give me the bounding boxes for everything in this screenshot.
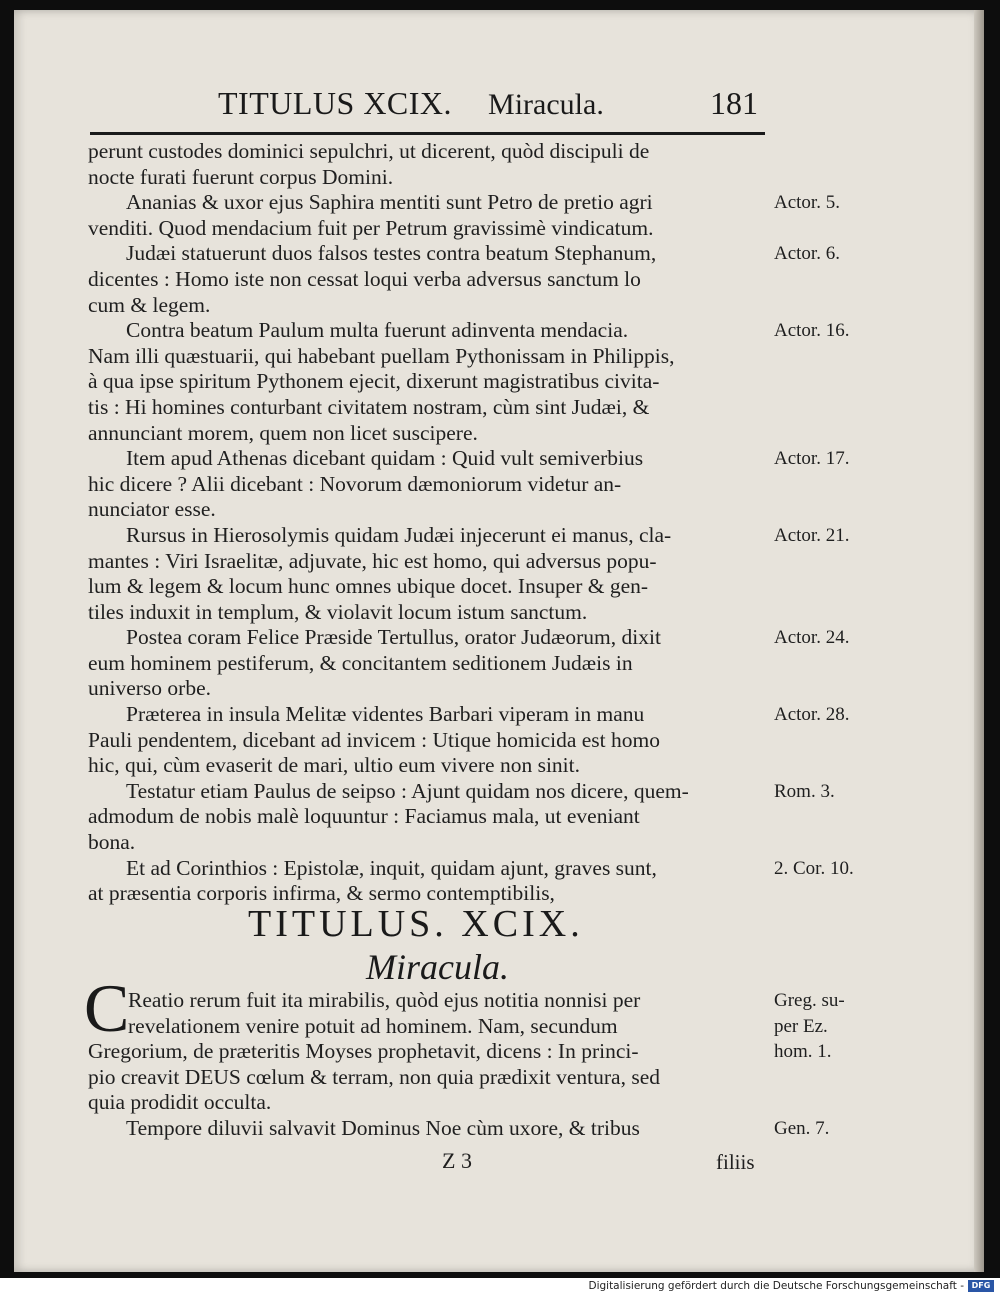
drop-cap: C [84,970,130,1046]
margin-reference: hom. 1. [774,1041,832,1063]
text-line [88,318,850,344]
line-text: Rursus in Hierosolymis quidam Judæi injecerunt ei manus, cla- [126,522,672,547]
margin-reference: Actor. 5. [774,192,840,214]
text-line [88,574,768,600]
line-text: admodum de nobis malè loquuntur : Faciamus mala, ut eveniant [88,804,640,829]
dfg-logo: DFG [968,1280,994,1292]
text-line [88,1013,828,1040]
section-title: TITULUS. XCIX. [248,903,584,945]
running-subtitle: Miracula. [488,88,604,121]
line-text: Contra beatum Paulum multa fuerunt adinventa mendacia. [126,318,629,343]
line-text: hic, qui, cùm evaserit de mari, ultio eum vivere non sinit. [88,753,580,778]
line-text: eum hominem pestiferum, & concitantem seditionem Judæis in [88,650,633,675]
line-text: hic dicere ? Alii dicebant : Novorum dæmoniorum videtur an- [88,471,622,496]
text-line [88,702,850,728]
section-subtitle: Miracula. [366,947,509,987]
text-line [88,446,850,472]
text-line [88,651,768,677]
text-line [88,600,768,626]
line-text: nocte furati fuerunt corpus Domini. [88,164,394,189]
line-text: Pauli pendentem, dicebant ad invicem : Utique homicida est homo [88,727,660,752]
text-line [88,472,768,498]
line-text: mantes : Viri Israelitæ, adjuvate, hic est homo, qui adversus popu- [88,548,657,573]
line-text: quia prodidit occulta. [88,1090,272,1115]
text-line [88,625,850,651]
text-line [88,344,768,370]
text-line [88,165,768,191]
margin-reference: Gen. 7. [774,1117,830,1139]
text-line [88,753,768,779]
line-text: revelationem venire potuit ad hominem. Nam, secundum [128,1013,618,1038]
text-line [88,369,768,395]
catchword: filiis [716,1150,755,1174]
line-text: annunciant morem, quem non licet suscipere. [88,420,478,445]
line-text: pio creavit DEUS cœlum & terram, non quia prædixit ventura, sed [88,1064,661,1089]
text-line [88,139,768,165]
text-line [88,293,768,319]
line-text: nunciator esse. [88,497,216,522]
signature-mark: Z 3 [442,1148,472,1173]
line-text: à qua ipse spiritum Pythonem ejecit, dixerunt magistratibus civita- [88,369,660,394]
line-text: Gregorium, de præteritis Moyses prophetavit, dicens : In princi- [88,1039,639,1064]
line-text: tiles induxit in templum, & violavit locum istum sanctum. [88,599,588,624]
line-text: Judæi statuerunt duos falsos testes contra beatum Stephanum, [126,241,657,266]
line-text: Et ad Corinthios : Epistolæ, inquit, quidam ajunt, graves sunt, [126,855,657,880]
margin-reference: 2. Cor. 10. [774,857,854,879]
line-text: venditi. Quod mendacium fuit per Petrum gravissimè vindicatum. [88,215,654,240]
margin-reference: Actor. 17. [774,448,850,470]
margin-reference: Actor. 24. [774,627,850,649]
text-line [88,522,850,549]
margin-reference: Rom. 3. [774,780,835,802]
text-line [88,497,768,523]
line-text: dicentes : Homo iste non cessat loqui verba adversus sanctum lo [88,266,641,291]
text-line [88,267,768,293]
line-text: Nam illi quæstuarii, qui habebant puellam Pythonissam in Philippis, [88,343,675,368]
text-line [88,830,768,856]
text-line [88,676,768,702]
text-line [88,728,768,754]
text-line [88,1090,768,1116]
text-line [88,804,768,830]
header-rule [90,132,765,135]
line-text: Ananias & uxor ejus Saphira mentiti sunt Petro de pretio agri [126,190,653,215]
footer-credit [588,1280,994,1292]
margin-reference: Actor. 28. [774,704,850,726]
margin-reference: Actor. 6. [774,243,840,265]
line-text: Præterea in insula Melitæ videntes Barbari viperam in manu [126,702,645,727]
margin-reference: Greg. su- [774,990,845,1011]
text-line [88,1115,830,1142]
line-text: Tempore diluvii salvavit Dominus Noe cùm uxore, & tribus [126,1115,640,1140]
text-line [88,190,840,216]
page-edge [974,10,984,1272]
line-text: Item apud Athenas dicebant quidam : Quid vult semiverbius [126,446,644,471]
section-text [88,988,845,1142]
line-text: Postea coram Felice Præside Tertullus, orator Judæorum, dixit [126,625,661,650]
running-header [218,85,758,122]
line-text: Testatur etiam Paulus de seipso : Ajunt quidam nos dicere, quem- [126,778,689,803]
page-number: 181 [710,85,758,121]
text-line [88,549,768,575]
footer-text: Digitalisierung gefördert durch die Deutsche Forschungsgemeinschaft - [588,1280,964,1292]
main-text [88,139,854,907]
line-text: tis : Hi homines conturbant civitatem nostram, cùm sint Judæi, & [88,394,650,419]
line-text: lum & legem & locum hunc omnes ubique docet. Insuper & gen- [88,574,649,599]
line-text: universo orbe. [88,676,211,701]
running-title: TITULUS XCIX. [218,85,453,121]
text-line [88,241,840,267]
margin-reference: per Ez. [774,1015,828,1037]
text-line [88,988,845,1014]
text-line [88,855,854,882]
line-text: perunt custodes dominici sepulchri, ut dicerent, quòd discipuli de [88,139,650,163]
text-line [88,216,768,242]
text-line [88,395,768,421]
text-line [88,1065,768,1091]
text-line [88,778,835,805]
text-line [88,421,768,447]
text-line [88,1039,832,1065]
line-text: cum & legem. [88,292,211,317]
line-text: Reatio rerum fuit ita mirabilis, quòd ejus notitia nonnisi per [128,988,641,1012]
margin-reference: Actor. 21. [774,524,850,546]
line-text: at præsentia corporis infirma, & sermo contemptibilis, [88,881,555,906]
margin-reference: Actor. 16. [774,320,850,342]
line-text: bona. [88,830,136,855]
